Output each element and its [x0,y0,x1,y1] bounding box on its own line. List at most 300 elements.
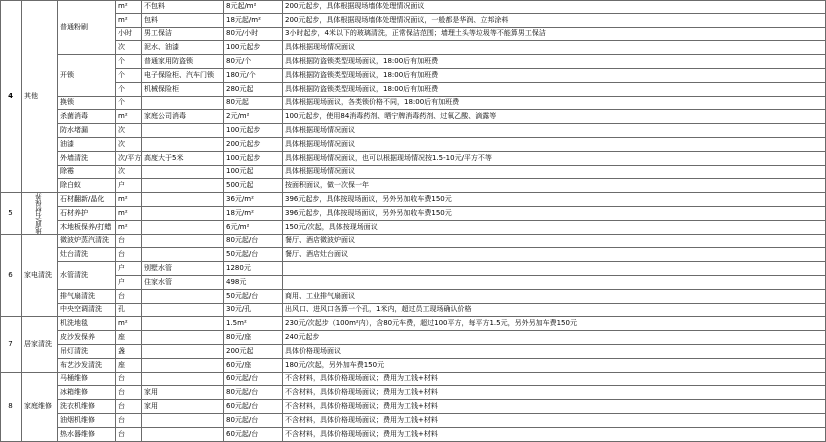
item-name [58,152,116,166]
unit-cell-text: 次 [118,43,125,52]
price-cell-text: 6元/m² [226,222,250,231]
price-cell-text: 60元起/台 [226,402,259,411]
item-name [58,55,116,96]
item-name-text: 热水器维修 [60,429,95,438]
note-cell [283,152,826,166]
item-name-text: 除白蚁 [60,181,81,190]
price-cell-text: 498元 [226,277,247,286]
price-cell [224,0,283,14]
item-name-text: 换锁 [60,98,74,107]
note-cell [283,414,826,428]
note-cell [283,221,826,235]
unit-cell-text: 台 [118,388,125,397]
note-cell-text: 不含材料，具体价格现场面议；费用为工钱+材料 [285,388,438,397]
spec-cell-text: 普通家用防盗锁 [144,57,193,66]
unit-cell-text: 次 [118,126,125,135]
item-name [58,317,116,331]
note-cell [283,207,826,221]
unit-cell [116,359,142,373]
price-cell [224,207,283,221]
group-name [22,235,58,318]
price-cell-text: 18元起/m² [226,15,261,24]
item-name-text: 石材翻新/晶化 [60,195,105,204]
note-cell-text: 具体根据防盗锁类型现场面议，18:00后有加班费 [285,84,439,93]
group-number [0,373,22,442]
item-name-text: 油漆 [60,139,74,148]
note-cell-text: 餐厅、酒店微波炉面议 [285,236,355,245]
price-cell [224,83,283,97]
spec-cell [142,166,224,180]
price-cell-text: 18元/m² [226,208,254,217]
item-name-text: 油烟机维修 [60,415,95,424]
spec-cell [142,110,224,124]
unit-cell-text: 台 [118,291,125,300]
spec-cell [142,179,224,193]
note-cell-text: 3小时起步，4米以下的玻璃清洗，正常保洁范围；墙理土头等垃圾等不能算男工保洁 [285,29,546,38]
group-name [22,193,58,234]
unit-cell [116,110,142,124]
item-name [58,331,116,345]
item-name-text: 木地板保养/打蜡 [60,222,112,231]
note-cell-text: 396元起步，具体按现场面议，另外另加收车费150元 [285,195,452,204]
note-cell [283,55,826,69]
unit-cell [116,304,142,318]
price-cell-text: 80元起/台 [226,415,259,424]
price-cell [224,124,283,138]
spec-cell [142,152,224,166]
price-cell-text: 2元/m² [226,112,250,121]
unit-cell [116,235,142,249]
unit-cell-text: 户 [118,181,125,190]
item-name-text: 机洗地毯 [60,319,88,328]
unit-cell-text: 座 [118,333,125,342]
unit-cell [116,276,142,290]
note-cell [283,373,826,387]
item-name [58,0,116,55]
note-cell [283,331,826,345]
spec-cell [142,235,224,249]
unit-cell-text: 个 [118,98,125,107]
note-cell-text: 200元起步，具体根据现场墙体处理情况面议 [285,1,425,10]
price-cell-text: 1280元 [226,264,251,273]
unit-cell-text: 台 [118,415,125,424]
spec-cell [142,276,224,290]
item-name [58,221,116,235]
note-cell [283,124,826,138]
unit-cell [116,28,142,42]
note-cell-text: 具体根据防盗锁类型现场面议，18:00后有加班费 [285,57,439,66]
price-cell [224,400,283,414]
unit-cell [116,373,142,387]
note-cell-text: 按面积面议，做一次保一年 [285,181,369,190]
price-cell-text: 100元起步 [226,126,261,135]
price-cell [224,221,283,235]
unit-cell [116,207,142,221]
item-name [58,414,116,428]
group-name [22,317,58,372]
price-cell-text: 60元起/台 [226,374,259,383]
note-cell [283,179,826,193]
price-cell [224,345,283,359]
note-cell [283,166,826,180]
price-cell [224,317,283,331]
price-cell [224,55,283,69]
spec-cell-text: 机械保险柜 [144,84,179,93]
unit-cell-text: m² [118,15,128,24]
spec-cell-text: 电子保险柜、汽车门锁 [144,70,214,79]
spec-cell [142,262,224,276]
item-name-text: 普通粉刷 [60,22,88,31]
item-name-text: 微波炉蒸汽清洗 [60,236,109,245]
price-cell-text: 60元起/台 [226,429,259,438]
note-cell [283,386,826,400]
price-cell [224,414,283,428]
spec-cell [142,331,224,345]
spec-cell-text: 家用 [144,388,158,397]
note-cell-text: 具体根据现场情况面议 [285,43,355,52]
price-cell [224,331,283,345]
spec-cell [142,400,224,414]
price-cell-text: 80元起 [226,98,249,107]
unit-cell [116,414,142,428]
note-cell [283,0,826,14]
group-name-text: 家庭维修 [24,402,52,411]
price-cell-text: 36元/m² [226,195,254,204]
spec-cell [142,304,224,318]
note-cell [283,262,826,276]
unit-cell-text: 台 [118,374,125,383]
group-number-text: 8 [8,402,13,411]
unit-cell [116,55,142,69]
note-cell [283,83,826,97]
price-cell [224,179,283,193]
item-name-text: 马桶维修 [60,374,88,383]
unit-cell [116,138,142,152]
price-cell-text: 100元起 [226,167,254,176]
price-cell [224,69,283,83]
price-cell [224,193,283,207]
price-cell [224,262,283,276]
item-name [58,248,116,262]
item-name-text: 布艺沙发清洗 [60,360,102,369]
note-cell-text: 具体根据现场情况面议 [285,126,355,135]
unit-cell [116,166,142,180]
note-cell-text: 396元起步，具体按现场面议，另外另加收车费150元 [285,208,452,217]
unit-cell [116,0,142,14]
group-number [0,317,22,372]
price-cell [224,152,283,166]
spec-cell [142,345,224,359]
price-cell-text: 60元/座 [226,360,252,369]
item-name-text: 洗衣机维修 [60,402,95,411]
price-cell [224,290,283,304]
unit-cell-text: 孔 [118,305,125,314]
group-number-text: 5 [8,208,13,217]
unit-cell [116,428,142,442]
unit-cell-text: 户 [118,264,125,273]
group-number-text: 6 [8,270,13,279]
spec-cell [142,414,224,428]
note-cell-text: 180元/次起，另外加车费150元 [285,360,385,369]
note-cell [283,193,826,207]
note-cell [283,317,826,331]
unit-cell [116,69,142,83]
price-cell [224,428,283,442]
unit-cell [116,331,142,345]
item-name-text: 排气扇清洗 [60,291,95,300]
note-cell [283,28,826,42]
price-cell-text: 200元起 [226,346,254,355]
note-cell-text: 具体根据防盗锁类型现场面议，18:00后有加班费 [285,70,439,79]
unit-cell-text: 次 [118,167,125,176]
item-name [58,400,116,414]
item-name [58,166,116,180]
note-cell-text: 餐厅、酒店灶台面议 [285,250,348,259]
note-cell-text: 出风口、进风口各算一个孔，1米内，超过员工现场确认价格 [285,305,472,314]
unit-cell-text: 次/平方 [118,153,142,162]
price-cell [224,41,283,55]
unit-cell-text: m² [118,208,128,217]
spec-cell-text: 家用 [144,402,158,411]
unit-cell-text: 户 [118,277,125,286]
item-name [58,179,116,193]
note-cell [283,235,826,249]
item-name [58,124,116,138]
spec-cell-text: 包料 [144,15,158,24]
group-name-text: 地面/石材保养 [35,193,44,234]
note-cell-text: 不含材料，具体价格现场面议；费用为工钱+材料 [285,374,438,383]
item-name [58,207,116,221]
unit-cell [116,83,142,97]
price-cell-text: 100元起步 [226,153,261,162]
note-cell-text: 240元起步 [285,333,320,342]
spec-cell-text: 男工保洁 [144,29,172,38]
unit-cell [116,179,142,193]
spec-cell-text: 高度大于5米 [144,153,184,162]
group-number [0,0,22,193]
price-cell [224,28,283,42]
price-cell-text: 100元起步 [226,43,261,52]
item-name-text: 吊灯清洗 [60,346,88,355]
note-cell [283,428,826,442]
price-cell-text: 80元/个 [226,57,252,66]
note-cell-text: 具体价格现场面议 [285,346,341,355]
unit-cell-text: 次 [118,139,125,148]
item-name [58,290,116,304]
group-number [0,235,22,318]
item-name-text: 皮沙发保养 [60,333,95,342]
unit-cell [116,193,142,207]
spec-cell [142,428,224,442]
price-cell-text: 50元起/台 [226,250,259,259]
spec-cell [142,97,224,111]
unit-cell [116,221,142,235]
spec-cell-text: 别墅水管 [144,264,172,273]
unit-cell-text: 盏 [118,346,125,355]
group-number [0,193,22,234]
price-cell [224,359,283,373]
price-cell [224,166,283,180]
item-name-text: 防水堵漏 [60,126,88,135]
note-cell [283,359,826,373]
note-cell [283,41,826,55]
price-cell-text: 200元起步 [226,139,261,148]
unit-cell [116,152,142,166]
note-cell [283,304,826,318]
price-cell-text: 80元起/台 [226,236,259,245]
item-name [58,428,116,442]
group-name [22,0,58,193]
spec-cell-text: 泥水、油漆 [144,43,179,52]
unit-cell-text: 台 [118,429,125,438]
price-cell-text: 180元/个 [226,70,256,79]
unit-cell [116,41,142,55]
unit-cell [116,345,142,359]
item-name [58,304,116,318]
note-cell-text: 具体根据现场情况面议 [285,167,355,176]
unit-cell [116,386,142,400]
unit-cell-text: m² [118,319,128,328]
spec-cell-text: 不包料 [144,1,165,10]
spec-cell [142,317,224,331]
unit-cell-text: 台 [118,236,125,245]
item-name [58,386,116,400]
group-name-text: 居家清洗 [24,339,52,348]
item-name [58,373,116,387]
price-cell-text: 8元起/m² [226,1,257,10]
item-name-text: 水管清洗 [60,270,88,279]
spec-cell [142,359,224,373]
note-cell [283,276,826,290]
price-cell [224,97,283,111]
spec-cell-text: 家庭公司消毒 [144,112,186,121]
price-cell-text: 50元起/台 [226,291,259,300]
price-cell-text: 80元/座 [226,333,252,342]
note-cell-text: 200元起步，具体根据现场墙体处理情况面议，一般都是华润、立邦涂料 [285,15,509,24]
unit-cell-text: 台 [118,250,125,259]
item-name-text: 开锁 [60,70,74,79]
group-number-text: 7 [8,339,13,348]
price-cell [224,276,283,290]
price-cell-text: 280元起 [226,84,254,93]
unit-cell-text: m² [118,222,128,231]
unit-cell-text: 台 [118,402,125,411]
item-name [58,193,116,207]
unit-cell-text: 个 [118,57,125,66]
note-cell [283,14,826,28]
unit-cell [116,317,142,331]
spec-cell [142,0,224,14]
item-name-text: 外墙清洗 [60,153,88,162]
price-cell-text: 80元/小时 [226,29,259,38]
price-cell-text: 80元起/台 [226,388,259,397]
note-cell [283,248,826,262]
spec-cell [142,55,224,69]
group-name [22,373,58,442]
note-cell-text: 具体根据现场情况面议 [285,139,355,148]
item-name-text: 灶台清洗 [60,250,88,259]
spec-cell [142,193,224,207]
spec-cell [142,290,224,304]
spec-cell [142,221,224,235]
note-cell-text: 不含材料，具体价格现场面议；费用为工钱+材料 [285,415,438,424]
spec-cell [142,41,224,55]
item-name [58,138,116,152]
unit-cell-text: m² [118,112,128,121]
unit-cell [116,97,142,111]
note-cell-text: 商用、工业排气扇面议 [285,291,355,300]
item-name [58,262,116,290]
note-cell-text: 230元/次起步（100m²内），含80元车费，超过100平方，每平方1.5元，另外另加车费150元 [285,319,577,328]
item-name-text: 石材养护 [60,208,88,217]
item-name-text: 杀菌消毒 [60,112,88,121]
price-cell [224,386,283,400]
note-cell-text: 不含材料，具体价格现场面议；费用为工钱+材料 [285,429,438,438]
unit-cell [116,14,142,28]
group-name-text: 家电清洗 [24,270,52,279]
spec-cell [142,14,224,28]
spec-cell [142,124,224,138]
item-name [58,110,116,124]
note-cell [283,400,826,414]
price-cell [224,138,283,152]
price-cell [224,235,283,249]
spec-cell [142,138,224,152]
note-cell [283,110,826,124]
item-name [58,345,116,359]
note-cell [283,345,826,359]
note-cell-text: 150元/次起，具体按现场面议 [285,222,378,231]
item-name-text: 中央空调清洗 [60,305,102,314]
price-cell [224,304,283,318]
spec-cell [142,83,224,97]
item-name [58,97,116,111]
note-cell [283,138,826,152]
item-name [58,235,116,249]
unit-cell [116,124,142,138]
unit-cell-text: 座 [118,360,125,369]
price-cell-text: 1.5m² [226,319,247,328]
note-cell-text: 具体根据现场情况面议，也可以根据现场情况按1.5-10元/平方不等 [285,153,492,162]
spec-cell [142,373,224,387]
price-cell [224,14,283,28]
group-name-text: 其他 [24,91,38,100]
unit-cell [116,262,142,276]
spec-cell-text: 住家水管 [144,277,172,286]
note-cell [283,290,826,304]
item-name-text: 冰箱维修 [60,388,88,397]
item-name [58,359,116,373]
unit-cell-text: m² [118,195,128,204]
price-cell [224,373,283,387]
spec-cell [142,28,224,42]
price-cell [224,248,283,262]
note-cell-text: 100元起步，使用84消毒药剂、晒宁牌消毒药剂、过氧乙酸、滴露等 [285,112,497,121]
price-cell-text: 30元/孔 [226,305,252,314]
unit-cell [116,290,142,304]
unit-cell-text: 个 [118,84,125,93]
unit-cell [116,248,142,262]
spec-cell [142,207,224,221]
group-number-text: 4 [8,91,13,100]
spec-cell [142,386,224,400]
note-cell [283,69,826,83]
price-cell [224,110,283,124]
unit-cell-text: 个 [118,70,125,79]
note-cell-text: 不含材料，具体价格现场面议；费用为工钱+材料 [285,402,438,411]
unit-cell-text: 小时 [118,29,132,38]
item-name-text: 除霉 [60,167,74,176]
